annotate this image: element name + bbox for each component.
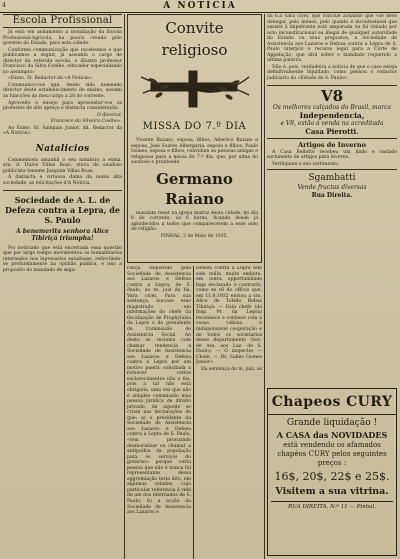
article-paragraph: Conforme communicação que recebemos e que publicamos a seguir, já assumiu o cargo de director da referida escola, o illustre professor Francisco da Silva Coelho, educador especialisado no assumpto: <box>3 47 122 75</box>
sgambatti-address: Rua Direita. <box>311 192 353 200</box>
column-left <box>3 14 122 559</box>
divider <box>267 169 397 170</box>
signature: Francisco da Silveira Coelho». <box>50 119 122 125</box>
page-header <box>0 0 400 13</box>
cross-wreath-illustration <box>131 61 258 111</box>
heading-artigos-inverno: Artigos de Inverno <box>298 140 366 149</box>
ad-call-to-action: Visitem a sua vitrina. <box>275 486 389 497</box>
article-paragraph: Communico-vos que, tendo sido nomeado director deste estabelecimento de ensino, assumi as funcções do meu cargo a 28 do corrente. <box>3 82 122 100</box>
ad-title: Chapeos CURY <box>268 392 396 415</box>
v8-brand: Independencia, <box>299 110 365 120</box>
heading-escola-profissional: Escola Profissional <box>3 14 122 28</box>
column-right <box>267 14 397 386</box>
sgambatti-line: Vende fructas diversas <box>297 184 367 192</box>
ad-prices: 16$, 20$, 22$ e 25$. <box>274 470 390 483</box>
column-rule-inner <box>193 266 194 559</box>
heading-convite-religioso: Convite religioso <box>161 19 228 59</box>
article-paragraph: rança requerido pela Sociedade de Assistencia aos Lazaros e Defesa contra a Lepra, de S. Paulo, ao m. juiz da 6a. Vara civel. Para sua sentença, louvase esse magistrado em informações do chefe da fiscalização de Prophylaxia da Lepra e do presidente da Commissão de Assistencia Social. Ao desto se reclama com chamar tendencia a Sociedade de Assistencia aos Lazaros e Defeza contra a Lepra por um motivo pueril: solicitada a fornecer certos esclarecimentos não o fez, pois a tal não está obrigada, uma vez que não é simples commissão mas pessoa juridica de direito privado, de aqueile se criam nas declarações de que: a) o presidente da Sociedade de Assistencia aos Lazaros e Defeza contra a Lepra de S. Paulo, «tem procurado desmoralizar ou chamar a antipathia da população para os serviços do governo» porque certa pessoa que não é nunca foi representante dessa aggremiação teria dito, em algumas cidades, cuja particular referencia á vida de um dos internados de S. Paulo; b) a acção da Sociedade de Assistencia aos Lazaros e <box>127 266 191 516</box>
heading-missa-7-dia: MISSA DO 7.º DIA <box>142 121 247 132</box>
v8-line: e V8, estão á venda na acreditada <box>280 119 384 127</box>
article-paragraph: Verifiquem o seu sortimento. <box>272 161 340 167</box>
ad-body: está vendendo os afamados chapéos CURY pelos seguintes preços : <box>277 441 387 467</box>
dateline: PINHAL, 2 de Maio de 1935. <box>160 233 229 239</box>
article-paragraph: Foi noticiado que está encerrada essa questão que por largo tempo movimentou os humanitarios internados nos leprosarios estaduaes, reflectindo-se profundamente na opinião publica, e isso a proposito do mandado de segu- <box>3 245 122 273</box>
article-paragraph: mandam rezar na igreja matriz desta cidade, no dia 6 do corrente, ás 8 horas, ficando desde já agradecidos a todos que comparecerem a esse acto de religião. <box>131 210 258 233</box>
subheading-alice-tibirica: A benemerita senhora Alice Tibiriçá triumpha! <box>15 227 110 243</box>
ad-v8 <box>267 88 397 136</box>
v8-line: Os melhores calçados do Brasil, marca <box>272 103 392 111</box>
v8-store: Casa Pierotti. <box>305 126 359 136</box>
column-middle-right-text <box>196 266 262 559</box>
ad-sgambatti <box>267 173 397 200</box>
ad-chapeos-cury <box>267 388 397 556</box>
article-paragraph: O director, <box>97 112 122 118</box>
masthead-title: A NOTICIA <box>163 1 237 11</box>
sgambatti-name: Sgambatti <box>308 173 356 184</box>
divider <box>3 190 122 191</box>
ad-headline: Grande liquidação ! <box>286 418 378 428</box>
article-paragraph: Da sentença do m. juiz, as <box>201 366 262 372</box>
article-paragraph: A Casa Bellotto recebeu um lindo e variado sortimento de artigos para inverno. <box>267 149 397 161</box>
divider <box>267 138 397 139</box>
column-middle-left-text <box>127 266 191 559</box>
article-paragraph: Defeza contra a Lepra tem sido nulla, muito embora, em outra opportunidade haja declarado o contrario, como se vê do officio que, em 11.6.1932 enviou a sra. Alice de Toledo Rebas Tibiriçá: — Esta chefe (da Insp. Pr. da Lepra) reconhece e conhece com a vossa valiosa e indispensavel cooperação e de todos os societarios desse departamento (Soc. de Ass. aos Laz. de S. Paulo). — O inspector — Chefe, — Dr. Salles Gomes Junior». <box>196 266 262 366</box>
deceased-name: Germano Raiano <box>156 169 233 208</box>
article-paragraph: da 6.a Vara civel, que conclue achando que «se deve denegar, pelo menos, pelo quanto é incontestavel que assiste á impetrante está amparada ou foi violado por acto inconstitucional ou illegal de qualquer autoridade do Estado ou seus prepostos, a Sociedade de Assistencia aos Lazaros e Defeza contra a Lepra de S. Paulo interpôz o recurso legal para a Côrte de Appelação, que dirá sobre o mandado requerido a ultima palavra. <box>267 14 397 64</box>
article-paragraph: Ao Exmo. Sr. Sampaio Junior, dd. Redactor da «A Noticia». <box>3 125 122 137</box>
article-paragraph: Commemora amanhã o seu natalicio a exma. sra. d. Dulce Villas Boas, viuva do saudoso publicista tenente Joaquim Villas Boas. <box>3 157 122 174</box>
article-paragraph: Vicente Raiano, esposa, filhos, Alberico Raiano e esposa, José Soares Albergaria, esposa e filhos, Paulo Gomes, esposa e filhos, convidam as pessoas amigas e religiosas para a missa do 7.º dia, que, por alma do saudoso e pranteado <box>131 138 258 166</box>
article-paragraph: Aproveito o ensejo para apresentar-vos os protestos de alto apreço e distincta consideração. <box>3 100 122 112</box>
article-paragraph: A distincta e virtuosa dama da nossa alta sociedade, as felicitações d'A Noticia. <box>3 175 122 187</box>
page-edge-mark: 4 <box>2 2 6 9</box>
heading-sociedade-lepra: Sociedade de A. L. de Defeza contra a Lepra, de S. Paulo <box>5 194 120 225</box>
ad-address: RUA DIREITA, N.º 11 — Pinhal. <box>271 501 393 511</box>
article-paragraph: Não é, pois, verdadeira a noticia de que o caso esteja definitivamente liquidado, como pensou o redactor judiciario do «Estado de S. Paulo». <box>267 64 397 82</box>
column-rule-1 <box>124 14 125 559</box>
article-paragraph: «Exmo. Sr. Redactor da «A Noticia». <box>8 76 94 82</box>
heading-natalicios: Natalicios <box>35 143 90 154</box>
column-middle <box>127 14 262 559</box>
v8-logo: V8 <box>320 86 344 105</box>
article-paragraph: Já está em andamento a installação da Escola Profissional-Agricola, ha pouco creada pelo governo do Estado, para esta cidade. <box>3 30 122 47</box>
convite-religioso-box <box>127 14 262 263</box>
ad-store-name: A CASA das NOVIDADES <box>276 430 388 440</box>
divider <box>267 85 397 86</box>
column-rule-2 <box>264 14 265 559</box>
